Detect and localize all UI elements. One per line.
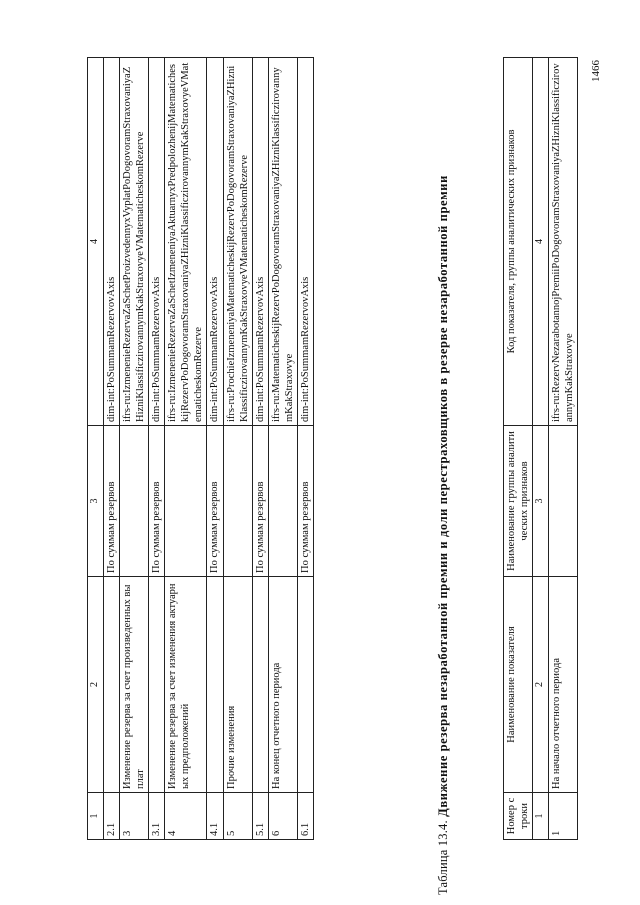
unearned-premium-table bbox=[503, 57, 578, 840]
caption-title: Движение резерва незаработанной премии и доли перестраховщиков в резерве незаработанной премии bbox=[436, 175, 450, 817]
indicator-code-cell: ifrs-ru:IzmenenieRezervaZaSchetProizvedennyxVyplatPoDogovoramStraxovaniyaZHizniKlassificzirovannymKakStraxovyeVMatematicheskomRezerve bbox=[119, 58, 148, 426]
indicator-code-cell: dim-int:PoSummamRezervovAxis bbox=[207, 58, 223, 426]
table-caption bbox=[432, 15, 455, 895]
indicator-code-cell: ifrs-ru:RezervNezarabotannojPremiiPoDogovoramStraxovaniyaZHizniKlassificzirovannymKakStraxovye bbox=[548, 58, 577, 426]
analytic-group-cell bbox=[548, 426, 577, 577]
table-row bbox=[148, 58, 164, 840]
indicators-table-body bbox=[88, 58, 314, 840]
row-number-cell: 3 bbox=[119, 793, 148, 840]
table-row bbox=[207, 58, 223, 840]
indicator-name-cell bbox=[252, 577, 268, 793]
indicator-name-cell bbox=[148, 577, 164, 793]
indicator-name-cell: На начало отчетного периода bbox=[548, 577, 577, 793]
column-number: 3 bbox=[88, 426, 104, 577]
indicator-code-cell: dim-int:PoSummamRezervovAxis bbox=[103, 58, 119, 426]
column-number: 2 bbox=[533, 577, 549, 793]
page-number: 1466 bbox=[590, 60, 602, 82]
column-number-row bbox=[533, 58, 549, 840]
indicator-name-cell bbox=[207, 577, 223, 793]
indicator-name-cell: Прочие изменения bbox=[223, 577, 252, 793]
indicator-name-cell: Изменение резерва за счет произведенных выплат bbox=[119, 577, 148, 793]
table-row bbox=[165, 58, 207, 840]
analytic-group-cell: По суммам резервов bbox=[298, 426, 314, 577]
column-header: Номер строки bbox=[504, 793, 533, 840]
table-header-row bbox=[504, 58, 533, 840]
analytic-group-cell bbox=[223, 426, 252, 577]
indicator-code-cell: dim-int:PoSummamRezervovAxis bbox=[298, 58, 314, 426]
table-row bbox=[548, 58, 577, 840]
analytic-group-cell: По суммам резервов bbox=[252, 426, 268, 577]
indicator-name-cell bbox=[298, 577, 314, 793]
column-header: Наименование показателя bbox=[504, 577, 533, 793]
column-number: 4 bbox=[533, 58, 549, 426]
indicator-name-cell: Изменение резерва за счет изменения актуарных предположений bbox=[165, 577, 207, 793]
column-number: 1 bbox=[88, 793, 104, 840]
unearned-premium-table-body bbox=[504, 58, 578, 840]
indicator-code-cell: ifrs-ru:MatematicheskijRezervPoDogovoramStraxovaniyaZHizniKlassificzirovannymKakStraxovye bbox=[268, 58, 297, 426]
row-number-cell: 2.1 bbox=[103, 793, 119, 840]
table-row bbox=[268, 58, 297, 840]
indicator-code-cell: dim-int:PoSummamRezervovAxis bbox=[148, 58, 164, 426]
table-row bbox=[223, 58, 252, 840]
column-number-row bbox=[88, 58, 104, 840]
column-header: Код показателя, группы аналитических признаков bbox=[504, 58, 533, 426]
row-number-cell: 6 bbox=[268, 793, 297, 840]
indicator-name-cell bbox=[103, 577, 119, 793]
analytic-group-cell bbox=[165, 426, 207, 577]
table-row bbox=[103, 58, 119, 840]
table-row bbox=[119, 58, 148, 840]
indicator-code-cell: ifrs-ru:ProchieIzmeneniyaMatematicheskijRezervPoDogovoramStraxovaniyaZHizniKlassificzirovannymKakStraxovyeVMatematicheskomRezerve bbox=[223, 58, 252, 426]
row-number-cell: 5.1 bbox=[252, 793, 268, 840]
indicators-table-continued bbox=[87, 57, 314, 840]
indicator-code-cell: ifrs-ru:IzmenenieRezervaZaSchetIzmeneniyaAktuarnyxPredpolozhenijMatematicheskijRezervPoDogovoramStraxovaniyaZHizniKlassificzirovannymKakStraxovyeVMatematicheskomRezerve bbox=[165, 58, 207, 426]
analytic-group-cell: По суммам резервов bbox=[103, 426, 119, 577]
indicator-code-cell: dim-int:PoSummamRezervovAxis bbox=[252, 58, 268, 426]
row-number-cell: 4 bbox=[165, 793, 207, 840]
row-number-cell: 1 bbox=[548, 793, 577, 840]
column-number: 2 bbox=[88, 577, 104, 793]
row-number-cell: 4.1 bbox=[207, 793, 223, 840]
row-number-cell: 6.1 bbox=[298, 793, 314, 840]
column-number: 4 bbox=[88, 58, 104, 426]
table-row bbox=[298, 58, 314, 840]
row-number-cell: 5 bbox=[223, 793, 252, 840]
analytic-group-cell bbox=[119, 426, 148, 577]
column-number: 1 bbox=[533, 793, 549, 840]
analytic-group-cell bbox=[268, 426, 297, 577]
caption-prefix: Таблица 13.4. bbox=[436, 820, 450, 895]
table-row bbox=[252, 58, 268, 840]
analytic-group-cell: По суммам резервов bbox=[148, 426, 164, 577]
row-number-cell: 3.1 bbox=[148, 793, 164, 840]
column-number: 3 bbox=[533, 426, 549, 577]
analytic-group-cell: По суммам резервов bbox=[207, 426, 223, 577]
indicator-name-cell: На конец отчетного периода bbox=[268, 577, 297, 793]
column-header: Наименование группы аналитических признаков bbox=[504, 426, 533, 577]
